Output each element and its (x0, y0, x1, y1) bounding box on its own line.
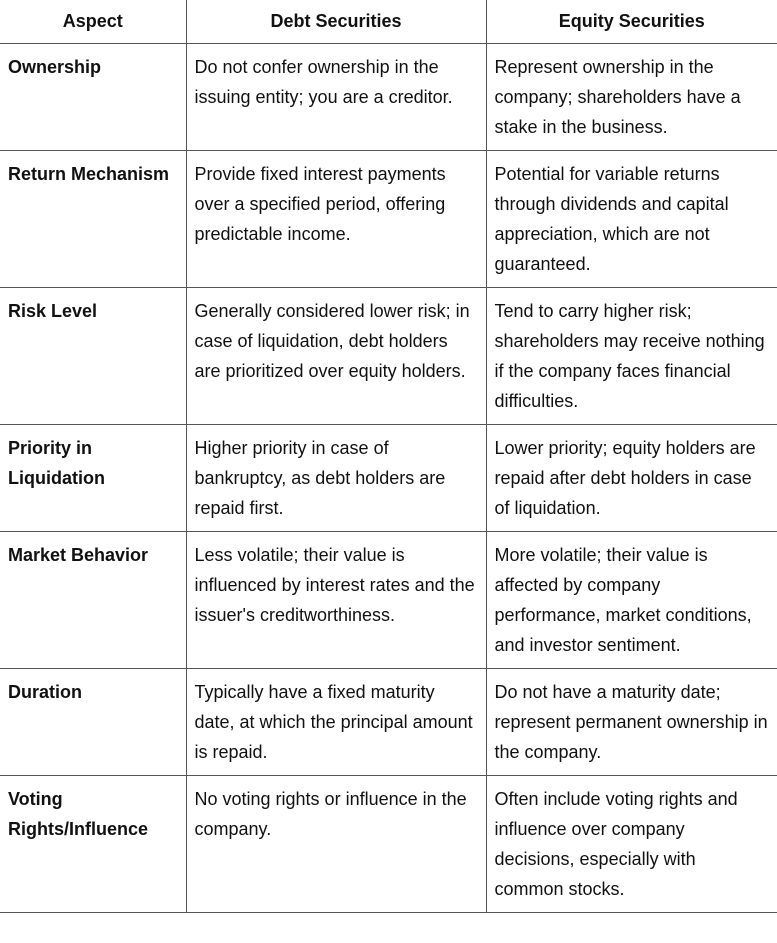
debt-cell: Typically have a fixed maturity date, at which the principal amount is repaid. (186, 669, 486, 776)
equity-cell: Potential for variable returns through dividends and capital appreciation, which are not guaranteed. (486, 151, 777, 288)
equity-cell: More volatile; their value is affected by company performance, market conditions, and investor sentiment. (486, 532, 777, 669)
debt-cell: Higher priority in case of bankruptcy, as debt holders are repaid first. (186, 425, 486, 532)
debt-cell: No voting rights or influence in the company. (186, 776, 486, 913)
table-row (0, 669, 777, 776)
aspect-cell: Risk Level (0, 288, 186, 425)
table-row (0, 44, 777, 151)
equity-cell: Do not have a maturity date; represent permanent ownership in the company. (486, 669, 777, 776)
equity-cell: Tend to carry higher risk; shareholders may receive nothing if the company faces financial difficulties. (486, 288, 777, 425)
debt-cell: Generally considered lower risk; in case of liquidation, debt holders are prioritized over equity holders. (186, 288, 486, 425)
debt-cell: Provide fixed interest payments over a specified period, offering predictable income. (186, 151, 486, 288)
table-row (0, 288, 777, 425)
aspect-cell: Priority in Liquidation (0, 425, 186, 532)
equity-cell: Represent ownership in the company; shareholders have a stake in the business. (486, 44, 777, 151)
table-row (0, 776, 777, 913)
debt-cell: Do not confer ownership in the issuing entity; you are a creditor. (186, 44, 486, 151)
aspect-cell: Voting Rights/Influence (0, 776, 186, 913)
header-debt-securities: Debt Securities (186, 0, 486, 44)
table-row (0, 532, 777, 669)
debt-cell: Less volatile; their value is influenced by interest rates and the issuer's creditworthiness. (186, 532, 486, 669)
table-row (0, 425, 777, 532)
aspect-cell: Duration (0, 669, 186, 776)
header-aspect: Aspect (0, 0, 186, 44)
header-row (0, 0, 777, 44)
aspect-cell: Return Mechanism (0, 151, 186, 288)
equity-cell: Lower priority; equity holders are repaid after debt holders in case of liquidation. (486, 425, 777, 532)
aspect-cell: Market Behavior (0, 532, 186, 669)
aspect-cell: Ownership (0, 44, 186, 151)
equity-cell: Often include voting rights and influence over company decisions, especially with common stocks. (486, 776, 777, 913)
table-row (0, 151, 777, 288)
header-equity-securities: Equity Securities (486, 0, 777, 44)
